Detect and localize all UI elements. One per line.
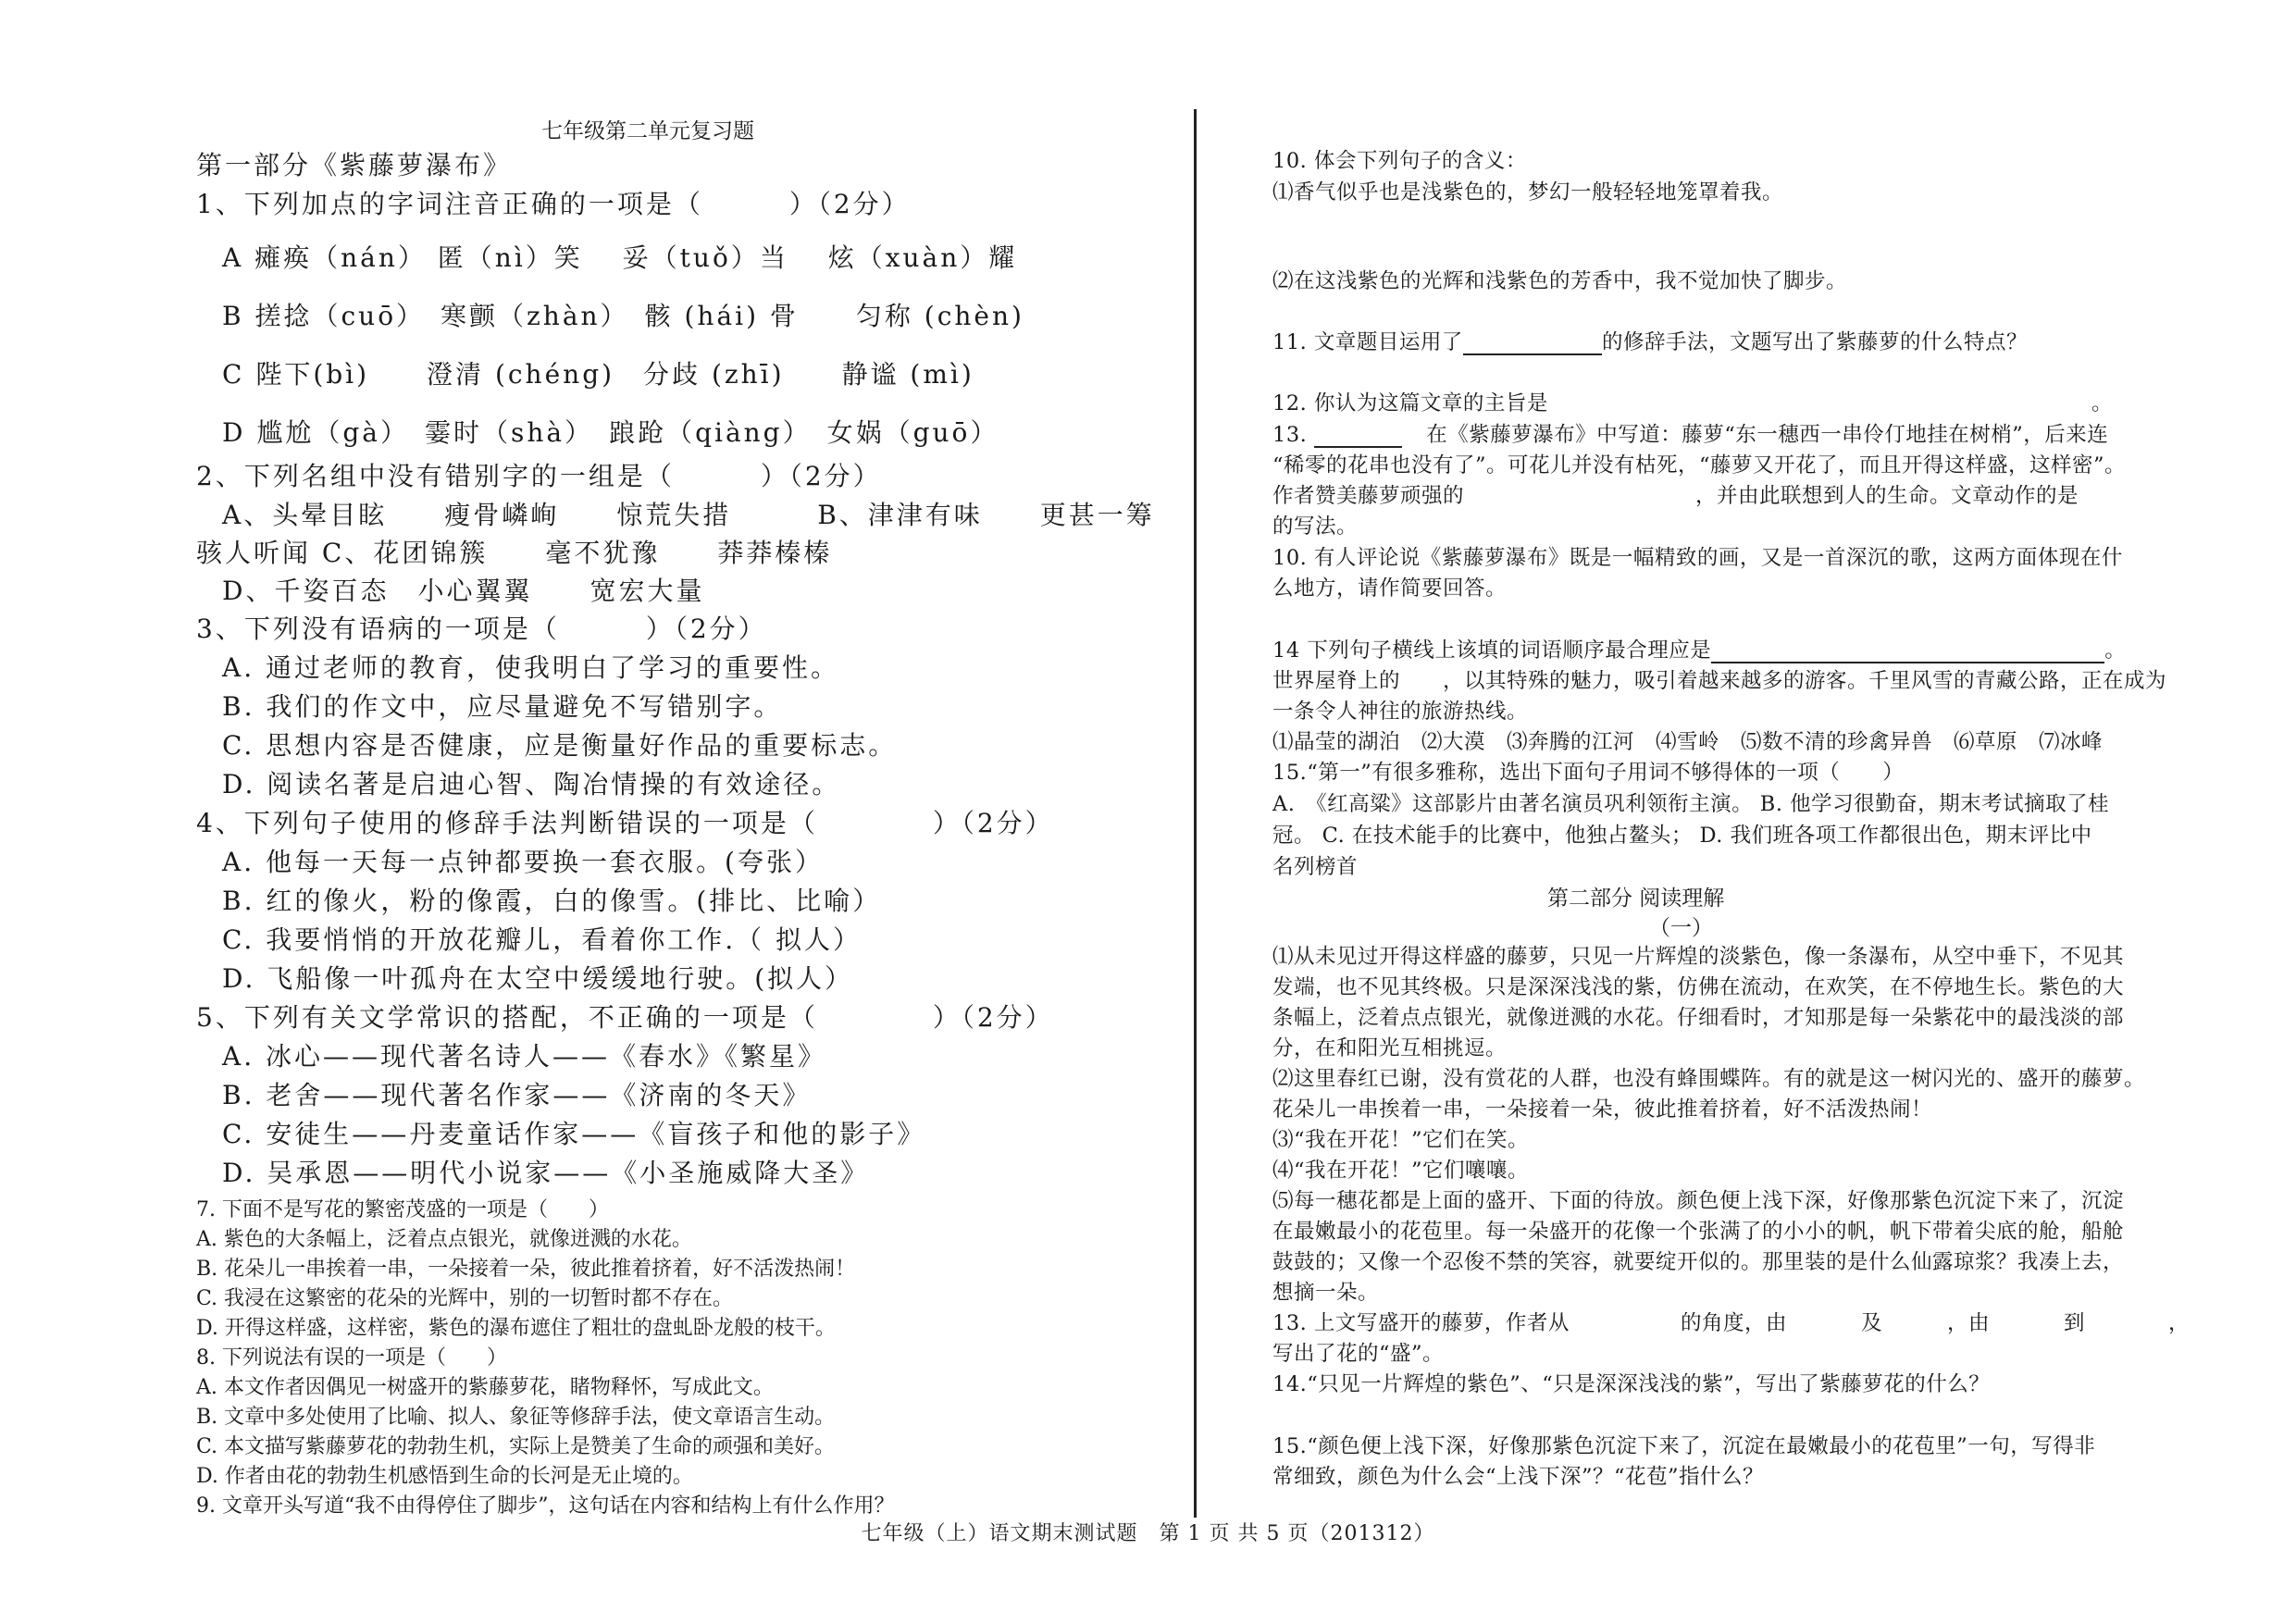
rq13-text-e: 到 bbox=[2063, 1311, 2085, 1335]
passage-p5-line-3: 鼓鼓的；又像一个忍俊不禁的笑容，就要绽开似的。那里装的是什么仙露琼浆？我凑上去， bbox=[1272, 1250, 2125, 1274]
q8-option-b: B. 文章中多处使用了比喻、拟人、象征等修辞手法，使文章语言生动。 bbox=[196, 1406, 836, 1429]
part1-heading: 第一部分《紫藤萝瀑布》 bbox=[196, 150, 513, 180]
part2-heading: 第二部分 阅读理解 bbox=[1547, 886, 1725, 911]
q3-option-c: C. 思想内容是否健康，应是衡量好作品的重要标志。 bbox=[222, 730, 898, 761]
q2-line-3: D、千姿百态 小心翼翼 宽宏大量 bbox=[222, 576, 705, 606]
q2-line-1: A、头晕目眩 瘦骨嶙峋 惊荒失措 B、津津有味 更甚一筹 bbox=[222, 500, 1155, 530]
q11-stem bbox=[1272, 326, 2028, 355]
q14-blank[interactable] bbox=[1711, 641, 2104, 664]
passage-p4: ⑷“我在开花！”它们嚷嚷。 bbox=[1272, 1159, 1530, 1183]
page-footer: 七年级（上）语文期末测试题 第 1 页 共 5 页（201312） bbox=[861, 1522, 1435, 1545]
passage-p5-line-4: 想摘一朵。 bbox=[1272, 1281, 1380, 1305]
q7-option-c: C. 我浸在这繁密的花朵的光辉中，别的一切暂时都不存在。 bbox=[196, 1287, 734, 1310]
passage-p5-line-1: ⑸每一穗花都是上面的盛开、下面的待放。颜色便上浅下深，好像那紫色沉淀下来了，沉淀 bbox=[1272, 1189, 2125, 1213]
q15-line-4: 名列榜首 bbox=[1272, 855, 1359, 879]
q8-option-a: A. 本文作者因偶见一树盛开的紫藤萝花，睹物释怀，写成此文。 bbox=[196, 1376, 774, 1399]
rq13-text-d: ，由 bbox=[1946, 1311, 1990, 1335]
q3-stem: 3、下列没有语病的一项是（ ）（2分） bbox=[196, 614, 767, 644]
passage-p1-line-1: ⑴从未见过开得这样盛的藤萝，只见一片辉煌的淡紫色，像一条瀑布，从空中垂下，不见其 bbox=[1272, 945, 2125, 969]
q10-sentence-2: ⑵在这浅紫色的光辉和浅紫色的芳香中，我不觉加快了脚步。 bbox=[1272, 269, 1848, 293]
rq13-text-c: 及 bbox=[1860, 1311, 1882, 1335]
passage-p5-line-2: 在最嫩最小的花苞里。每一朵盛开的花像一个张满了的小小的帆，帆下带着尖底的舱，船舱 bbox=[1272, 1220, 2125, 1244]
rq15-line-1: 15.“颜色便上浅下深，好像那紫色沉淀下来了，沉淀在最嫩最小的花苞里”一句，写得非 bbox=[1272, 1434, 2096, 1458]
passage-p3: ⑶“我在开花！”它们在笑。 bbox=[1272, 1128, 1530, 1152]
q5-stem: 5、下列有关文学常识的搭配，不正确的一项是（ ）（2分） bbox=[196, 1002, 1054, 1033]
passage-p1-line-3: 条幅上，泛着点点银光，就像迸溅的水花。仔细看时，才知那是每一朵紫花中的最浅淡的部 bbox=[1272, 1006, 2125, 1030]
q10b-line-1: 10. 有人评论说《紫藤萝瀑布》既是一幅精致的画，又是一首深沉的歌，这两方面体现在什 bbox=[1272, 546, 2123, 570]
q13-blank-author[interactable] bbox=[1314, 426, 1402, 449]
q13-number: 13. bbox=[1272, 423, 1308, 447]
q4-option-b: B. 红的像火，粉的像霞，白的像雪。(排比、比喻） bbox=[222, 886, 882, 916]
q1-option-c: C 陛下(bì) 澄清 (chéng) 分歧 (zhī) 静谧 (mì) bbox=[222, 359, 974, 390]
q8-option-c: C. 本文描写紫藤萝花的勃勃生机，实际上是赞美了生命的顽强和美好。 bbox=[196, 1435, 836, 1458]
q13-line-1 bbox=[1272, 418, 2108, 448]
rq13-line-2: 写出了花的“盛”。 bbox=[1272, 1342, 1445, 1366]
rq13-text-a: 13. 上文写盛开的藤萝，作者从 bbox=[1272, 1311, 1570, 1335]
rq13-line-1 bbox=[1272, 1307, 2190, 1336]
q13-text-c: 作者赞美藤萝顽强的 bbox=[1272, 484, 1465, 508]
q1-option-a: A 瘫痪（nán） 匿（nì）笑 妥（tuǒ）当 炫（xuàn）耀 bbox=[222, 242, 1018, 273]
q15-line-3: 冠。 C. 在技术能手的比赛中，他独占鳌头； D. 我们班各项工作都很出色，期末评比中 bbox=[1272, 824, 2092, 848]
q2-stem: 2、下列名组中没有错别字的一组是（ ）（2分） bbox=[196, 461, 882, 491]
q13-line-3 bbox=[1272, 479, 2079, 509]
q14-end: 。 bbox=[2104, 638, 2127, 663]
rq13-text-b: 的角度，由 bbox=[1680, 1311, 1787, 1335]
q12-stem: 12. 你认为这篇文章的主旨是 bbox=[1272, 391, 1548, 415]
q10b-line-2: 么地方，请作简要回答。 bbox=[1272, 576, 1508, 601]
passage-p2-line-2: 花朵儿一串挨着一串，一朵接着一朵，彼此推着挤着，好不活泼热闹！ bbox=[1272, 1097, 1933, 1122]
q1-option-d: D 尴尬（gà） 霎时（shà） 踉跄（qiàng） 女娲（guō） bbox=[222, 417, 999, 448]
q3-option-b: B. 我们的作文中，应尽量避免不写错别字。 bbox=[222, 691, 783, 722]
passage-p1-line-2: 发端，也不见其终极。只是深深浅浅的紫，仿佛在流动，在欢笑，在不停地生长。紫色的大 bbox=[1272, 975, 2125, 999]
q14-line-2: 世界屋脊上的 ，以其特殊的魅力，吸引着越来越多的游客。千里风雪的青藏公路，正在成为 bbox=[1272, 669, 2167, 693]
q12-end: 。 bbox=[2091, 391, 2114, 415]
q3-option-d: D. 阅读名著是启迪心智、陶冶情操的有效途径。 bbox=[222, 769, 841, 800]
q8-option-d: D. 作者由花的勃勃生机感悟到生命的长河是无止境的。 bbox=[196, 1465, 693, 1488]
q5-option-c: C. 安徒生——丹麦童话作家——《盲孩子和他的影子》 bbox=[222, 1119, 926, 1149]
q2-line-2: 骇人听闻 C、花团锦簇 毫不犹豫 莽莽榛榛 bbox=[196, 538, 833, 568]
q13-text-d: ，并由此联想到人的生命。文章动作的是 bbox=[1695, 484, 2079, 508]
passage-p2-line-1: ⑵这里春红已谢，没有赏花的人群，也没有蜂围蝶阵。有的就是这一树闪光的、盛开的藤萝。 bbox=[1272, 1067, 2146, 1091]
q1-stem: 1、下列加点的字词注音正确的一项是（ ）（2分） bbox=[196, 189, 911, 219]
q4-option-c: C. 我要悄悄的开放花瓣儿，看着你工作.（ 拟人） bbox=[222, 924, 863, 955]
q7-option-b: B. 花朵儿一串挨着一串，一朵接着一朵，彼此推着挤着，好不活泼热闹！ bbox=[196, 1258, 856, 1281]
q13-text: 在《紫藤萝瀑布》中写道：藤萝“东一穗西一串伶仃地挂在树梢”，后来连 bbox=[1426, 423, 2109, 447]
page-title: 七年级第二单元复习题 bbox=[541, 119, 754, 143]
q11-text-a: 11. 文章题目运用了 bbox=[1272, 330, 1463, 354]
q14-text: 14 下列句子横线上该填的词语顺序最合理应是 bbox=[1272, 638, 1712, 663]
q5-option-a: A. 冰心——现代著名诗人——《春水》《繁星》 bbox=[222, 1041, 827, 1072]
q7-stem: 7. 下面不是写花的繁密茂盛的一项是（ ） bbox=[196, 1198, 609, 1221]
q3-option-a: A. 通过老师的教育，使我明白了学习的重要性。 bbox=[222, 652, 840, 683]
q4-option-d: D. 飞船像一叶孤舟在太空中缓缓地行驶。(拟人） bbox=[222, 963, 854, 994]
rq14-stem: 14.“只见一片辉煌的紫色”、“只是深深浅浅的紫”，写出了紫藤萝花的什么？ bbox=[1272, 1372, 1991, 1396]
q5-option-b: B. 老舍——现代著名作家——《济南的冬天》 bbox=[222, 1080, 812, 1110]
q15-stem: 15.“第一”有很多雅称，选出下面句子用词不够得体的一项（ ） bbox=[1272, 761, 1905, 785]
rq15-line-2: 常细致，颜色为什么会“上浅下深”？“花苞”指什么？ bbox=[1272, 1465, 1765, 1489]
q15-line-2: A. 《红高粱》这部影片由著名演员巩利领衔主演。 B. 他学习很勤奋，期末考试摘取了桂 bbox=[1272, 792, 2110, 816]
q9-stem: 9. 文章开头写道“我不由得停住了脚步”，这句话在内容和结构上有什么作用？ bbox=[196, 1494, 895, 1518]
reading-section-number: （一） bbox=[1649, 916, 1713, 940]
column-divider bbox=[1194, 109, 1197, 1518]
q10-sentence-1: ⑴香气似乎也是浅紫色的，梦幻一般轻轻地笼罩着我。 bbox=[1272, 180, 1784, 205]
q13-line-2: “稀零的花串也没有了”。可花儿并没有枯死，“藤萝又开花了，而且开得这样盛，这样密”。 bbox=[1272, 453, 2127, 477]
q11-blank[interactable] bbox=[1463, 333, 1602, 356]
q13-line-4: 的写法。 bbox=[1272, 514, 1359, 539]
q8-stem: 8. 下列说法有误的一项是（ ） bbox=[196, 1346, 507, 1370]
passage-p1-line-4: 分，在和阳光互相挑逗。 bbox=[1272, 1036, 1508, 1060]
q14-line-3: 一条令人神往的旅游热线。 bbox=[1272, 700, 1529, 724]
rq13-text-f: ， bbox=[2168, 1311, 2191, 1335]
q4-stem: 4、下列句子使用的修辞手法判断错误的一项是（ ）（2分） bbox=[196, 808, 1054, 838]
q7-option-d: D. 开得这样盛，这样密，紫色的瀑布遮住了粗壮的盘虬卧龙般的枝干。 bbox=[196, 1317, 836, 1340]
q10-stem: 10. 体会下列句子的含义： bbox=[1272, 149, 1527, 173]
q5-option-d: D. 吴承恩——明代小说家——《小圣施威降大圣》 bbox=[222, 1158, 870, 1188]
q1-option-b: B 搓捻（cuō） 寒颤（zhàn） 骸 (hái) 骨 匀称 (chèn) bbox=[222, 301, 1024, 331]
q14-options: ⑴晶莹的湖泊 ⑵大漠 ⑶奔腾的江河 ⑷雪岭 ⑸数不清的珍禽异兽 ⑹草原 ⑺冰峰 bbox=[1272, 730, 2104, 754]
q14-stem bbox=[1272, 634, 2126, 663]
q11-text-b: 的修辞手法，文题写出了紫藤萝的什么特点？ bbox=[1601, 330, 2028, 354]
q7-option-a: A. 紫色的大条幅上，泛着点点银光，就像迸溅的水花。 bbox=[196, 1228, 692, 1251]
q4-option-a: A. 他每一天每一点钟都要换一套衣服。(夸张） bbox=[222, 847, 824, 877]
